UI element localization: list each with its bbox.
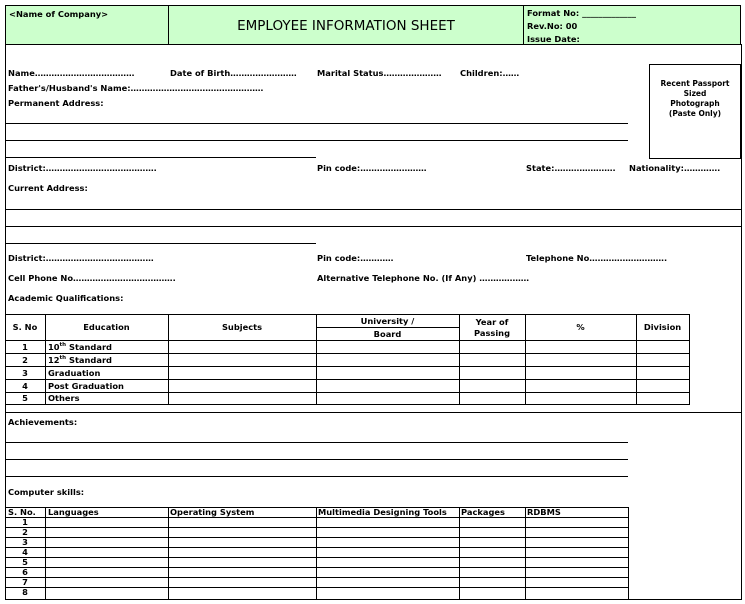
photo-line-1: Recent Passport — [660, 79, 730, 88]
row-sno: 1 — [22, 342, 28, 352]
row-sno: 4 — [22, 547, 28, 557]
children-field: Children:…… — [460, 68, 520, 78]
col-header-university: University / — [360, 316, 415, 326]
company-name-box — [5, 5, 169, 45]
row-sno: 2 — [22, 355, 28, 365]
pin-code-field: Pin code:………… — [317, 253, 394, 263]
state-field: State:…………………. — [526, 163, 616, 173]
col-header-rdbms: RDBMS — [527, 507, 561, 517]
alt-telephone-field: Alternative Telephone No. (If Any) ……………… — [317, 273, 530, 283]
address-line — [5, 209, 741, 210]
title-box — [168, 5, 524, 45]
row-sno: 5 — [22, 393, 28, 403]
row-education: 10th Standard — [48, 342, 112, 352]
col-header-sno: S. No — [12, 322, 38, 332]
achievements-line — [5, 459, 628, 460]
col-header-multimedia: Multimedia Designing Tools — [318, 507, 447, 517]
format-info-box — [523, 5, 741, 45]
achievements-line — [5, 442, 628, 443]
row-sno: 3 — [22, 368, 28, 378]
row-education: Others — [48, 393, 80, 403]
photo-line-4: (Paste Only) — [668, 109, 722, 118]
dob-field: Date of Birth…………………… — [170, 68, 297, 78]
current-address-label: Current Address: — [8, 183, 88, 193]
col-header-sno: S. No. — [8, 507, 36, 517]
row-education: 12th Standard — [48, 355, 112, 365]
col-header-education: Education — [83, 322, 130, 332]
marital-status-field: Marital Status………………… — [317, 68, 442, 78]
address-line — [5, 123, 628, 124]
photo-line-3: Photograph — [670, 99, 720, 108]
row-sno: 4 — [22, 381, 28, 391]
row-education: Post Graduation — [48, 381, 124, 391]
photo-line-2: Sized — [683, 89, 707, 98]
col-header-percent: % — [576, 322, 585, 332]
address-line — [5, 226, 741, 227]
district-field: District:…………………………………. — [8, 163, 157, 173]
page-title: EMPLOYEE INFORMATION SHEET — [237, 18, 455, 34]
section-divider — [5, 412, 741, 413]
computer-skills-table — [5, 507, 629, 600]
row-sno: 6 — [22, 567, 28, 577]
address-line — [5, 157, 316, 158]
achievements-label: Achievements: — [8, 417, 78, 427]
col-header-board: Board — [373, 329, 402, 339]
row-sno: 2 — [22, 527, 28, 537]
row-sno: 1 — [22, 517, 28, 527]
academic-qualifications-label: Academic Qualifications: — [8, 293, 124, 303]
rev-no: Rev.No: 00 — [527, 21, 578, 31]
pin-code-field: Pin code:…………………… — [317, 163, 427, 173]
issue-date: Issue Date: — [527, 34, 580, 44]
col-header-languages: Languages — [48, 507, 99, 517]
row-education: Graduation — [48, 368, 101, 378]
father-husband-field: Father's/Husband's Name:………………………………………… — [8, 83, 264, 93]
col-header-subjects: Subjects — [221, 322, 263, 332]
permanent-address-label: Permanent Address: — [8, 98, 104, 108]
address-line — [5, 243, 316, 244]
achievements-line — [5, 476, 628, 477]
col-header-division: Division — [643, 322, 682, 332]
col-header-year: Year of — [475, 317, 509, 327]
row-sno: 5 — [22, 557, 28, 567]
format-no: Format No: _____________ — [527, 8, 637, 18]
col-header-passing: Passing — [473, 328, 511, 338]
outer-right-border — [741, 44, 742, 600]
company-name: <Name of Company> — [9, 9, 109, 19]
computer-skills-label: Computer skills: — [8, 487, 85, 497]
nationality-field: Nationality:…………. — [629, 163, 721, 173]
telephone-field: Telephone No………………………. — [526, 253, 668, 263]
col-header-packages: Packages — [461, 507, 505, 517]
cell-phone-field: Cell Phone No………………………………. — [8, 273, 176, 283]
district-field: District:………………………………… — [8, 253, 154, 263]
col-header-operating-system: Operating System — [170, 507, 255, 517]
photo-box — [649, 64, 741, 159]
address-line — [5, 140, 628, 141]
academic-table — [5, 314, 690, 405]
row-sno: 8 — [22, 587, 28, 597]
row-sno: 7 — [22, 577, 28, 587]
row-sno: 3 — [22, 537, 28, 547]
name-field: Name……………………………… — [8, 68, 135, 78]
